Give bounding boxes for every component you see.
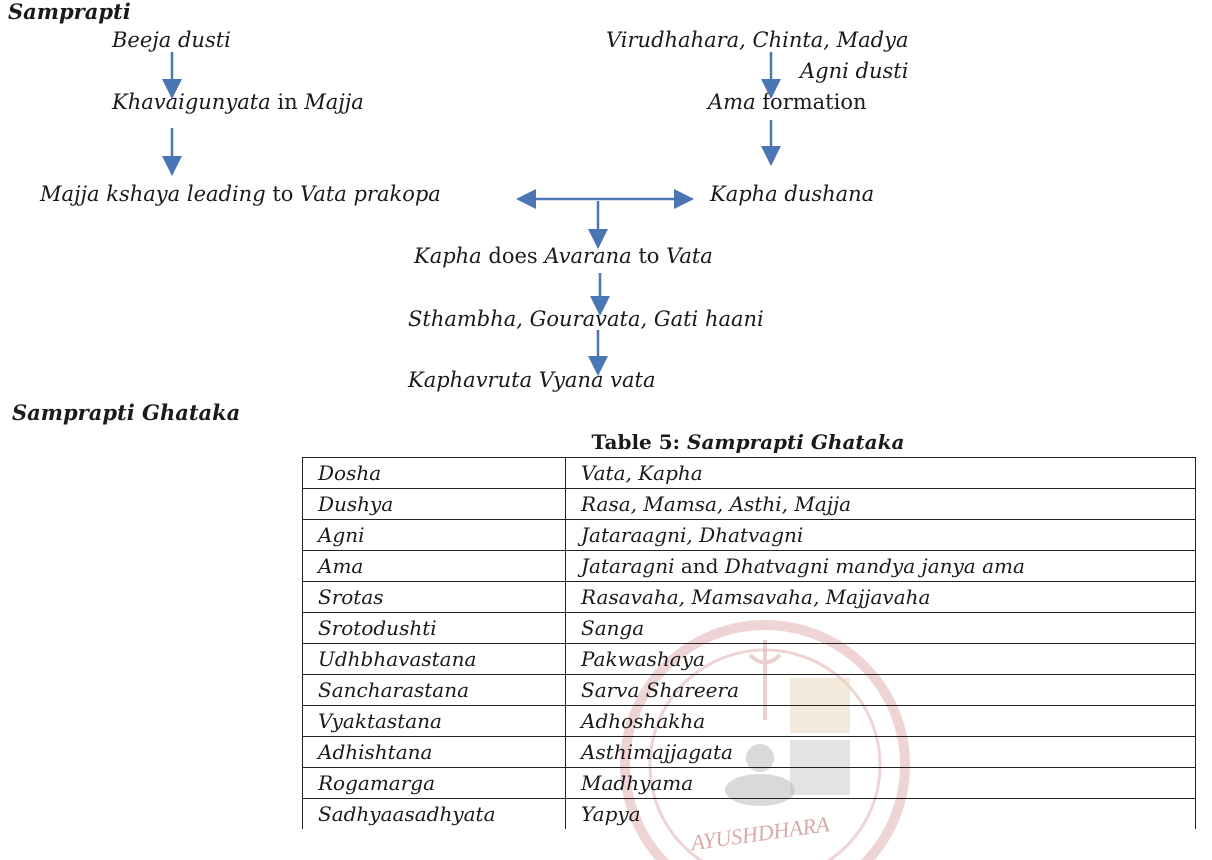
table-row	[303, 582, 1196, 613]
row-label: Ama	[303, 551, 566, 582]
node-sthambha: Sthambha, Gouravata, Gati haani	[408, 307, 764, 331]
table-title	[300, 430, 1196, 454]
node-ama-formation-word: formation	[755, 90, 867, 114]
row-label: Sancharastana	[303, 675, 566, 706]
row-label: Vyaktastana	[303, 706, 566, 737]
heading-samprapti-ghataka: Samprapti Ghataka	[12, 400, 241, 425]
node-kapha-avarana-to: to	[631, 244, 667, 268]
table-row	[303, 799, 1196, 830]
table-title-prefix: Table 5:	[591, 430, 688, 454]
samprapti-ghataka-table	[302, 457, 1196, 829]
node-kapha-avarana-kapha: Kapha	[414, 244, 482, 268]
row-value-a: Jataragni	[581, 554, 675, 578]
row-label: Dosha	[303, 458, 566, 489]
row-value-and: and	[674, 554, 725, 578]
node-kapha-dushana: Kapha dushana	[710, 182, 875, 206]
row-label: Agni	[303, 520, 566, 551]
row-value: Vata, Kapha	[566, 458, 1196, 489]
row-label: Srotodushti	[303, 613, 566, 644]
row-value: Sanga	[566, 613, 1196, 644]
table-row	[303, 644, 1196, 675]
watermark-text: AYUSHDHARA	[689, 811, 831, 856]
table-row	[303, 551, 1196, 582]
node-ama-term: Ama	[708, 90, 756, 114]
table-row	[303, 520, 1196, 551]
row-value: Madhyama	[566, 768, 1196, 799]
row-label: Srotas	[303, 582, 566, 613]
table-row	[303, 768, 1196, 799]
table-row	[303, 706, 1196, 737]
table-row	[303, 613, 1196, 644]
row-label: Dushya	[303, 489, 566, 520]
row-value: Jataraagni, Dhatvagni	[566, 520, 1196, 551]
table-title-italic: Samprapti Ghataka	[687, 430, 905, 454]
node-kapha-avarana-vata: Vata	[666, 244, 713, 268]
node-kaphavruta: Kaphavruta Vyana vata	[408, 368, 656, 392]
table-row	[303, 489, 1196, 520]
row-value	[566, 551, 1196, 582]
row-label: Rogamarga	[303, 768, 566, 799]
heading-samprapti: Samprapti	[8, 0, 131, 24]
node-kapha-avarana-avarana: Avarana	[544, 244, 632, 268]
row-label: Adhishtana	[303, 737, 566, 768]
node-kapha-avarana-does: does	[481, 244, 545, 268]
row-label: Sadhyaasadhyata	[303, 799, 566, 830]
node-khavaigunyata-in: in	[270, 90, 305, 114]
node-khavaigunyata-majja: Majja	[304, 90, 364, 114]
table-row	[303, 458, 1196, 489]
row-value: Asthimajjagata	[566, 737, 1196, 768]
node-virudhahara: Virudhahara, Chinta, Madya	[606, 28, 909, 52]
row-value: Yapya	[566, 799, 1196, 830]
table-row	[303, 737, 1196, 768]
row-value: Sarva Shareera	[566, 675, 1196, 706]
node-agni-dusti: Agni dusti	[800, 59, 909, 83]
row-value: Rasavaha, Mamsavaha, Majjavaha	[566, 582, 1196, 613]
node-majja-kshaya-a: Majja kshaya leading	[40, 182, 273, 206]
row-value: Rasa, Mamsa, Asthi, Majja	[566, 489, 1196, 520]
row-value-c: Dhatvagni mandya janya ama	[724, 554, 1025, 578]
node-majja-kshaya-to: to	[272, 182, 294, 206]
row-value: Pakwashaya	[566, 644, 1196, 675]
node-majja-kshaya-c: Vata prakopa	[293, 182, 441, 206]
row-value: Adhoshakha	[566, 706, 1196, 737]
node-khavaigunyata-term: Khavaigunyata	[112, 90, 271, 114]
row-label: Udhbhavastana	[303, 644, 566, 675]
table-row	[303, 675, 1196, 706]
node-beeja-dusti: Beeja dusti	[112, 28, 231, 52]
